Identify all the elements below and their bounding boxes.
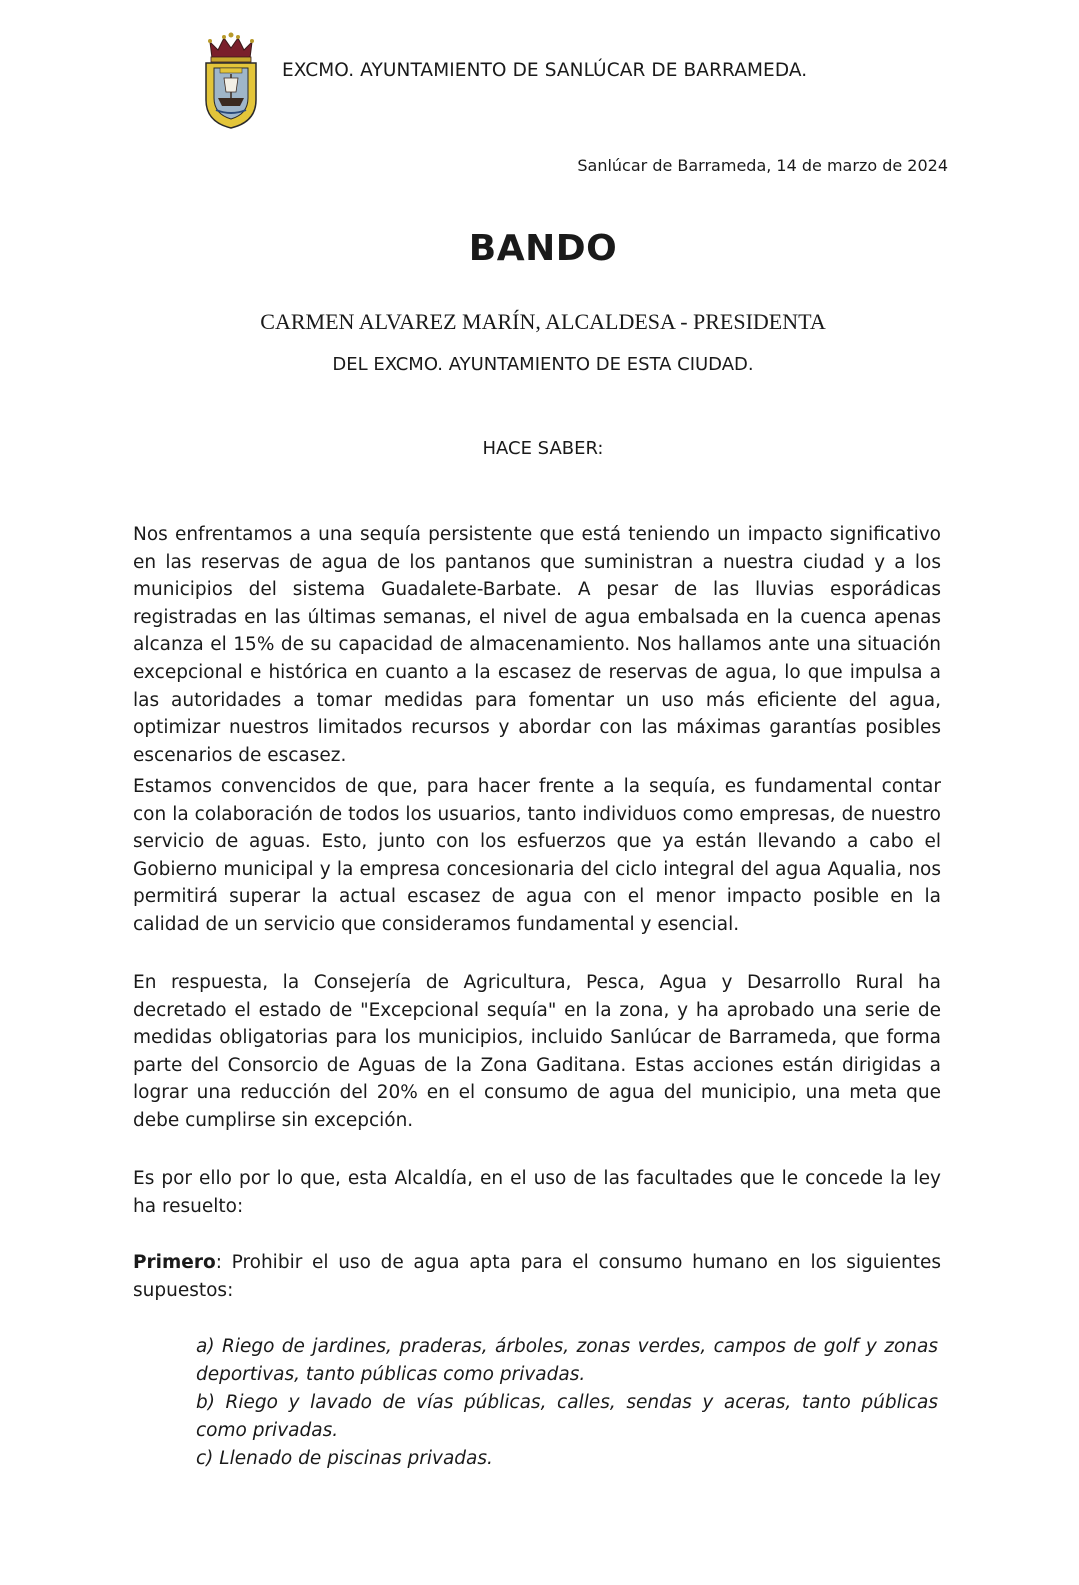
document-date: Sanlúcar de Barrameda, 14 de marzo de 2024 (577, 156, 948, 175)
list-item: c) Llenado de piscinas privadas. (196, 1448, 493, 1469)
paragraph-resolution-intro: Es por ello por lo que, esta Alcaldía, en el uso de las facultades que le concede la ley ha resuelto: (133, 1168, 941, 1217)
list-item: b) Riego y lavado de vías públicas, calles, sendas y aceras, tanto públicas como privadas. (196, 1392, 938, 1441)
organization-header: EXCMO. AYUNTAMIENTO DE SANLÚCAR DE BARRAMEDA. (282, 60, 808, 81)
resolution-first-label: Primero (133, 1252, 216, 1273)
resolution-first-text: : Prohibir el uso de agua apta para el consumo humano en los siguientes supuestos: (133, 1252, 941, 1301)
prohibited-uses-list (196, 1333, 938, 1473)
list-item: a) Riego de jardines, praderas, árboles, zonas verdes, campos de golf y zonas deportivas, tanto públicas como privadas. (196, 1336, 938, 1385)
document-title: BANDO (468, 228, 618, 269)
resolution-first (133, 1249, 941, 1304)
coat-of-arms-icon (202, 30, 260, 130)
paragraph-drought-context: Nos enfrentamos a una sequía persistente que está teniendo un impacto significativo en las reservas de agua de los pantanos que suministran a nuestra ciudad y a los municipios del sistema Guadalete-Barbate. A pesar de las lluvias esporádicas registradas en las últimas semanas, el nivel de agua embalsada en la cuenca apenas alcanza el 15% de su capacidad de almacenamiento. Nos hallamos ante una situación excepcional e histórica en cuanto a la escasez de reservas de agua, lo que impulsa a las autoridades a tomar medidas para fomentar un uso más eficiente del agua, optimizar nuestros limitados recursos y abordar con las máximas garantías posibles escenarios de escasez. (133, 524, 941, 766)
issuer-name: CARMEN ALVAREZ MARÍN, ALCALDESA - PRESIDENTA (260, 309, 826, 334)
paragraph-regional-response: En respuesta, la Consejería de Agricultura, Pesca, Agua y Desarrollo Rural ha decretado el estado de "Excepcional sequía" en la zona, y ha aprobado una serie de medidas obligatorias para los municipios, incluido Sanlúcar de Barrameda, que forma parte del Consorcio de Aguas de la Zona Gaditana. Estas acciones están dirigidas a lograr una reducción del 20% en el consumo de agua del municipio, una meta que debe cumplirse sin excepción. (133, 972, 941, 1131)
hace-saber-heading: HACE SABER: (482, 438, 604, 459)
paragraph-collaboration: Estamos convencidos de que, para hacer frente a la sequía, es fundamental contar con la colaboración de todos los usuarios, tanto individuos como empresas, de nuestro servicio de aguas. Esto, junto con los esfuerzos que ya están llevando a cabo el Gobierno municipal y la empresa concesionaria del ciclo integral del agua Aqualia, nos permitirá superar la actual escasez de agua con el menor impacto posible en la calidad de un servicio que consideramos fundamental y esencial. (133, 776, 941, 935)
issuer-organization: DEL EXCMO. AYUNTAMIENTO DE ESTA CIUDAD. (332, 354, 754, 375)
